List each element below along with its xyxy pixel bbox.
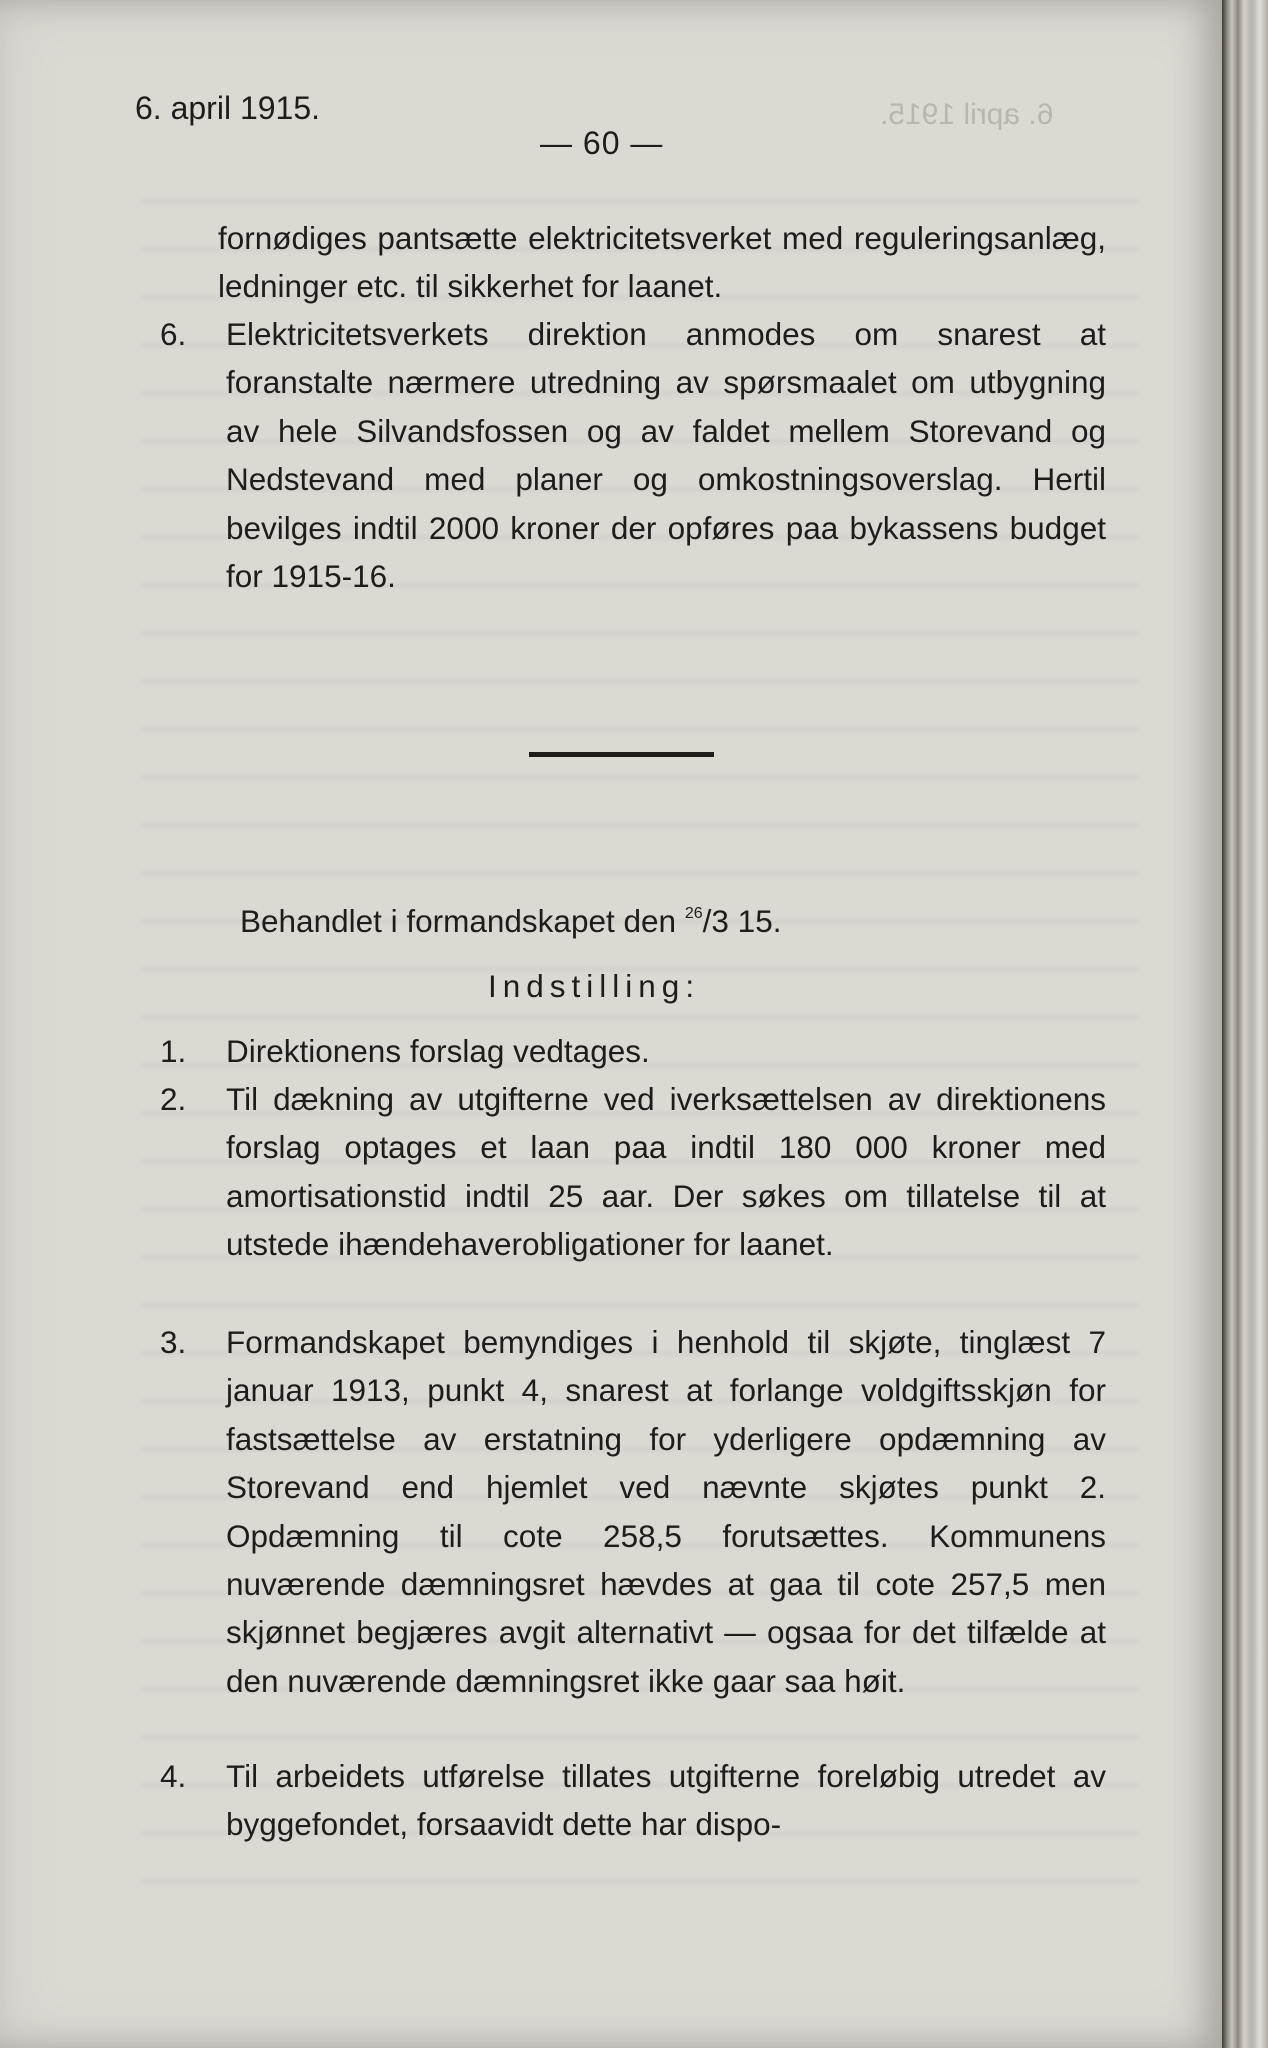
item-text: Til dækning av utgifterne ved iverksættelsen av direktionens forslag optages et laan paa indtil 180 000 kroner med amortisationstid indtil 25 aar. Der søkes om tillatelse til at utstede ihændehaverobligationer for laanet. (226, 1081, 1106, 1263)
list-item (160, 1075, 1106, 1269)
book-spine-edge (1222, 0, 1268, 2048)
list-item (160, 1318, 1106, 1705)
item-text: Til arbeidets utførelse tillates utgifterne foreløbig utredet av byggefondet, forsaavidt dette har dispo- (226, 1758, 1106, 1843)
list-item (160, 1752, 1106, 1849)
item-text: Formandskapet bemyndiges i henhold til skjøte, tinglæst 7 januar 1913, punkt 4, snarest at forlange voldgiftsskjøn for fastsættelse av erstatning for yderligere opdæmning av Storevand end hjemlet ved nævnte skjøtes punkt 2. Opdæmning til cote 258,5 forutsættes. Kommunens nuværende dæmningsret hævdes at gaa til cote 257,5 men skjønnet begjæres avgit alternativt — ogsaa for det tilfælde at den nuværende dæmningsret ikke gaar saa høit. (226, 1324, 1106, 1699)
item-number: 1. (160, 1033, 187, 1069)
item-text: Direktionens forslag vedtages. (226, 1033, 650, 1069)
header-date: 6. april 1915. (135, 90, 321, 126)
section-divider (529, 752, 714, 757)
item-number: 2. (160, 1081, 187, 1117)
item-number: 3. (160, 1324, 187, 1360)
list-item (160, 1027, 1106, 1075)
intro-paragraph: fornødiges pantsætte elektricitetsverket med reguleringsanlæg, ledninger etc. til sikkerhet for laanet. (218, 220, 1106, 304)
item-number: 4. (160, 1758, 187, 1794)
behandlet-prefix: Behandlet i formandskapet den (240, 903, 677, 939)
bleed-through-header: 6. april 1915. (880, 98, 1054, 131)
behandlet-month: /3 (702, 903, 729, 939)
behandlet-day: 26 (684, 905, 703, 922)
item-number: 6. (160, 316, 187, 352)
item-6 (160, 310, 1106, 600)
behandlet-line (240, 903, 781, 940)
page-number: — 60 — (540, 125, 664, 161)
item-text: Elektricitetsverkets direktion anmodes om snarest at foranstalte nærmere utredning av spørsmaalet om utbygning av hele Silvandsfossen og av faldet mellem Storevand og Nedstevand med planer og omkostningsoverslag. Hertil bevilges indtil 2000 kroner der opføres paa bykassens budget for 1915-16. (226, 316, 1106, 595)
section-heading: Indstilling: (488, 968, 701, 1004)
behandlet-year: 15. (737, 903, 782, 939)
